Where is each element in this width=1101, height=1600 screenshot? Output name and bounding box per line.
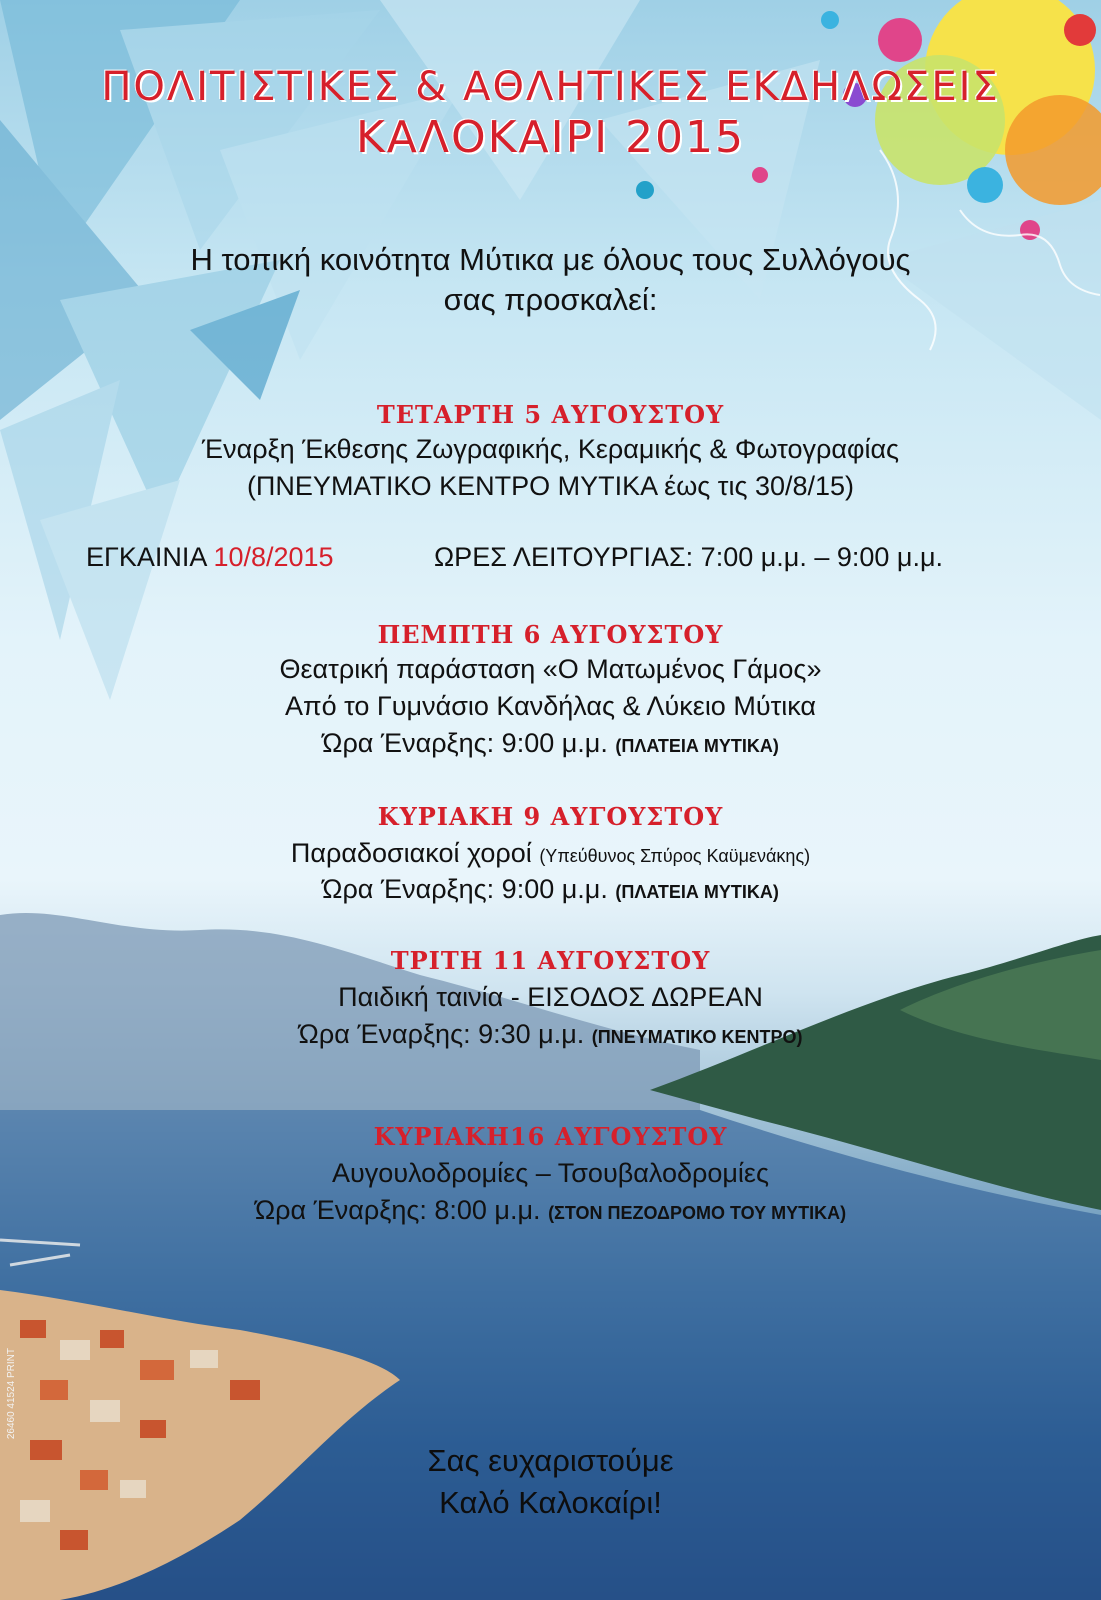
event-3-day: ΚΥΡΙΑΚΗ 9 ΑΥΓΟΥΣΤΟΥ [377, 802, 724, 831]
event-1-title: Έναρξη Έκθεσης Ζωγραφικής, Κεραμικής & Φωτογραφίας [201, 434, 900, 464]
event-1-location: (ΠΝΕΥΜΑΤΙΚΟ ΚΕΝΤΡΟ ΜΥΤΙΚΑ έως τις 30/8/15) [246, 471, 855, 501]
intro-line-1: Η τοπική κοινότητα Μύτικα με όλους τους Συλλόγους [190, 242, 911, 277]
event-5-place: (ΣΤΟΝ ΠΕΖΟΔΡΟΜΟ ΤΟΥ ΜΥΤΙΚΑ) [548, 1203, 847, 1223]
event-2-organizer: Από το Γυμνάσιο Κανδήλας & Λύκειο Μύτικα [284, 691, 817, 721]
event-3-title: Παραδοσιακοί χοροί [290, 838, 532, 868]
event-5-title: Αυγουλοδρομίες – Τσουβαλοδρομίες [332, 1158, 769, 1188]
event-3-place: (ΠΛΑΤΕΙΑ ΜΥΤΙΚΑ) [615, 882, 779, 902]
event-1-day: ΤΕΤΑΡΤΗ 5 ΑΥΓΟΥΣΤΟΥ [376, 400, 725, 429]
event-5-day: ΚΥΡΙΑΚΗ16 ΑΥΓΟΥΣΤΟΥ [373, 1122, 728, 1151]
event-4-day: ΤΡΙΤΗ 11 ΑΥΓΟΥΣΤΟΥ [390, 946, 711, 975]
poster-subtitle: ΚΑΛΟΚΑΙΡΙ 2015 [355, 112, 746, 163]
event-4-title: Παιδική ταινία - ΕΙΣΟΔΟΣ ΔΩΡΕΑΝ [338, 982, 763, 1012]
intro-line-2: σας προσκαλεί: [443, 282, 658, 317]
event-5-time-row [0, 1193, 1101, 1230]
event-1-opening [86, 540, 334, 574]
poster-title: ΠΟΛΙΤΙΣΤΙΚΕΣ & ΑΘΛΗΤΙΚΕΣ ΕΚΔΗΛΩΣΕΙΣ [101, 64, 1000, 110]
event-4-time-row [0, 1017, 1101, 1054]
event-3-time: Ώρα Έναρξης: 9:00 μ.μ. [322, 874, 608, 904]
event-4-time: Ώρα Έναρξης: 9:30 μ.μ. [298, 1019, 585, 1049]
event-3-note: (Υπεύθυνος Σπύρος Καϋμενάκης) [539, 846, 811, 866]
event-2-place: (ΠΛΑΤΕΙΑ ΜΥΤΙΚΑ) [615, 736, 779, 756]
event-1-hours: ΩΡΕΣ ΛΕΙΤΟΥΡΓΙΑΣ: 7:00 μ.μ. – 9:00 μ.μ. [434, 542, 944, 572]
event-3-time-row [0, 872, 1101, 909]
event-2-time: Ώρα Έναρξης: 9:00 μ.μ. [322, 728, 608, 758]
closing-thanks: Σας ευχαριστούμε [427, 1443, 674, 1478]
printer-note: 26460 41524 PRINT [6, 1348, 17, 1440]
event-4-place: (ΠΝΕΥΜΑΤΙΚΟ ΚΕΝΤΡΟ) [591, 1027, 803, 1047]
event-2-time-row [0, 726, 1101, 763]
closing-wish: Καλό Καλοκαίρι! [439, 1485, 662, 1520]
event-2-title: Θεατρική παράσταση «Ο Ματωμένος Γάμος» [279, 654, 822, 684]
event-3-title-row [0, 836, 1101, 873]
event-2-day: ΠΕΜΠΤΗ 6 ΑΥΓΟΥΣΤΟΥ [377, 620, 724, 649]
opening-label: ΕΓΚΑΙΝΙΑ [86, 542, 206, 572]
opening-date: 10/8/2015 [213, 542, 334, 572]
event-5-time: Ώρα Έναρξης: 8:00 μ.μ. [254, 1195, 541, 1225]
